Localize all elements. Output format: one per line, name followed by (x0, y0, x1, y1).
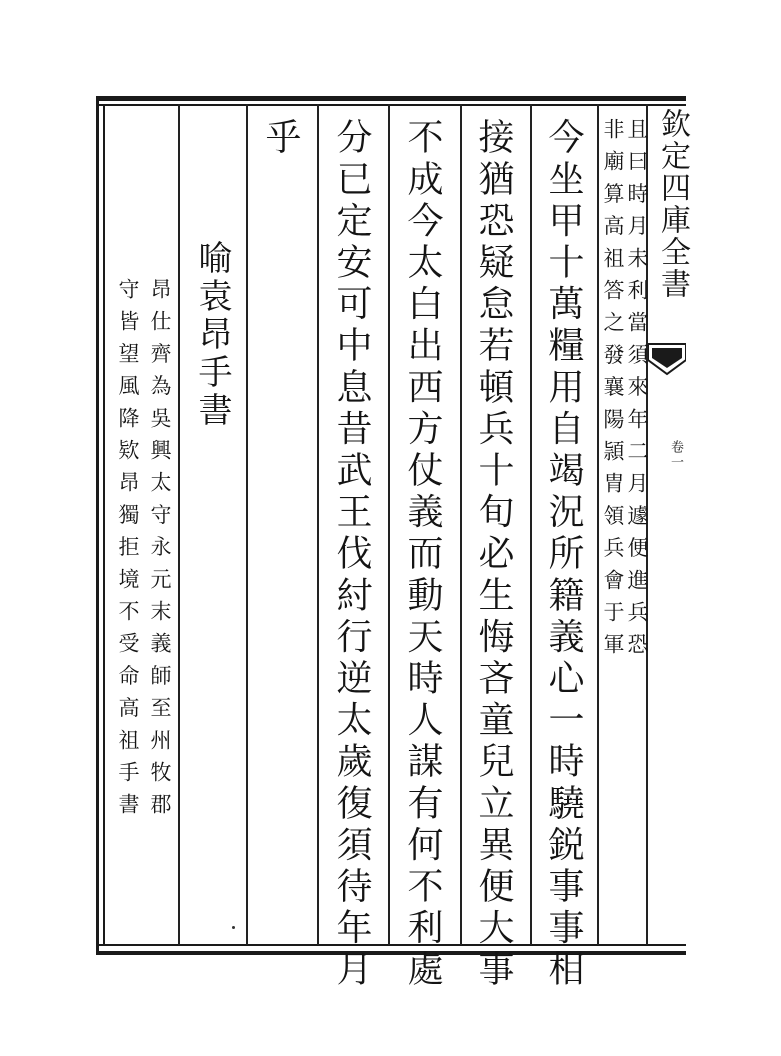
volume-label: 卷一 (668, 440, 683, 470)
annotation-column: 非廟算高祖答之發襄陽頴胄領兵會于軍 (601, 118, 625, 666)
frame-left-inner-border (103, 104, 105, 946)
column-rule (597, 104, 599, 945)
main-text-column: 不成今太白出西方仗義而動天時人謀有何不利處 (402, 118, 443, 992)
annotation-column: 且曰時月未利當須來年二月遽便進兵恐 (625, 118, 649, 666)
punctuation-dot (232, 926, 235, 929)
frame-left-border (96, 96, 99, 955)
column-rule (388, 104, 390, 945)
main-text-column: 分已定安可中息昔武王伐紂行逆太歲復須待年月 (331, 118, 372, 992)
annotation-column: 守皆望風降欵昂獨拒境不受命高祖手書 (116, 278, 140, 826)
frame-top-border (96, 96, 686, 101)
main-text-column: 今坐甲十萬糧用自竭況所籍義心一時驍鋭事事相 (543, 118, 584, 992)
column-rule (460, 104, 462, 945)
annotation-column: 昂仕齊為吳興太守永元末義師至州牧郡 (148, 278, 172, 826)
section-title: 喻袁昂手書 (192, 240, 232, 430)
column-rule (317, 104, 319, 945)
main-text-column: 乎 (260, 118, 301, 160)
fish-tail-mark-icon (648, 340, 686, 380)
book-title: 欽定四庫全書 (655, 108, 690, 300)
frame-bottom-border (96, 951, 686, 955)
main-text-column: 接猶恐疑怠若頓兵十旬必生悔吝童兒立異便大事 (473, 118, 514, 992)
column-rule (178, 104, 180, 945)
column-rule (530, 104, 532, 945)
column-rule (246, 104, 248, 945)
